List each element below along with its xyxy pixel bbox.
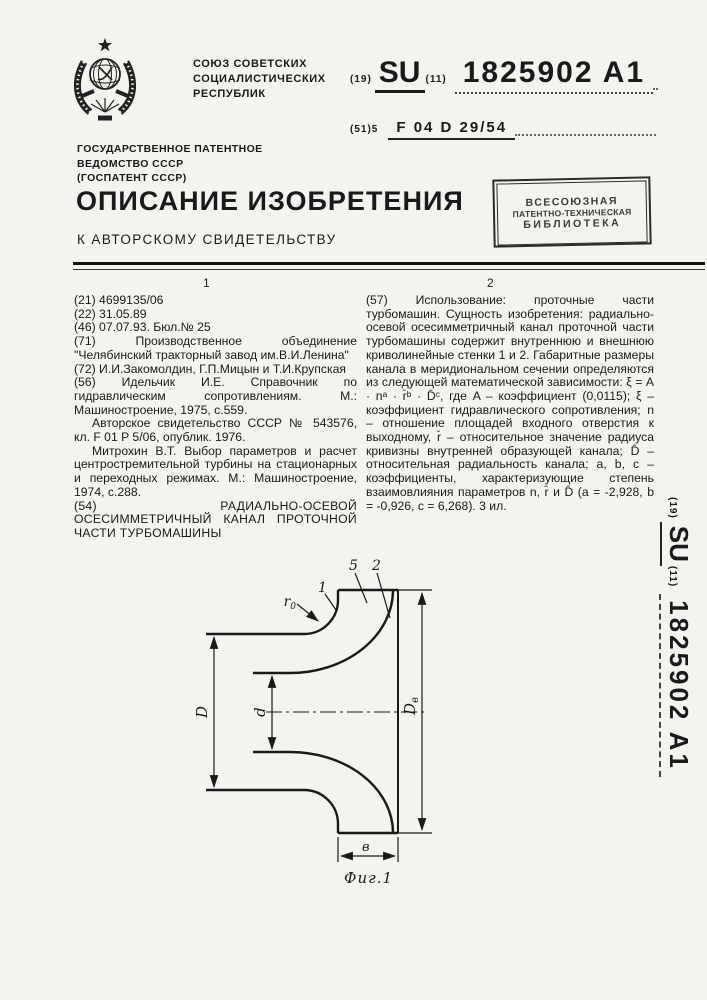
dotted-rule <box>515 134 656 136</box>
abstract-text: (57) Использование: проточные части турбомашин. Сущность изобретения: радиально-осевой осесимметричный канал проточной части турбомашины содержит внутреннюю и внешнюю криволинейные стенки 1 и 2. Габаритные размеры канала в меридиональном сечении определяются из следующей математической зависимости: ξ = A · nᵃ · r̄ᵇ · D̄ᶜ, где A – коэффициент (0,0115); ξ – коэффициент гидравлического сопротивления; n – отношение площадей входного отверстия к выходному, r̄ – относительное значение радиуса кривизны внутренней образующей канала; D̄ – относительная радиальность канала; a, b, c – коэффициенты, характеризующие степень взаимовлияния параметров n, r̄ и D̄ (a = -2,928, b = -0,926, c = 6,268). 3 ил. <box>366 293 654 513</box>
sidebar-document-number: 1825902 A1 <box>659 594 694 777</box>
hammer-sickle-icon <box>98 67 112 80</box>
ussr-emblem <box>70 36 140 128</box>
label-dim-Dv: $D_в$ <box>401 697 421 715</box>
label-dim-D: D <box>193 705 211 719</box>
outer-wall-upper <box>253 590 393 673</box>
figure-1-drawing <box>170 550 470 895</box>
inner-wall-upper <box>206 590 338 634</box>
label-wall-2: 2 <box>372 558 381 574</box>
inid-code-11: (11) <box>425 74 447 85</box>
sidebar-country-code: SU <box>660 522 694 566</box>
sun-rays <box>91 98 119 112</box>
bibliographic-entry: (72) И.И.Закомолдин, Г.П.Мицын и Т.И.Крупская <box>74 361 346 376</box>
sidebar-inid-11: (11) <box>667 565 678 588</box>
column-number-right: 2 <box>487 276 494 290</box>
country-line: РЕСПУБЛИК <box>193 88 266 100</box>
reference-entry: Авторское свидетельство СССР № 543576, кл. F 01 P 5/06, опублик. 1976. <box>74 416 357 445</box>
bibliographic-entry: (71) Производственное объединение "Челябинский тракторный завод им.В.И.Ленина" <box>74 334 357 362</box>
document-number: 1825902 A1 <box>455 56 653 94</box>
label-r0: $r_0$ <box>283 594 296 612</box>
inid-code-51: (51)5 <box>350 124 379 135</box>
ribbon-band-left <box>82 91 94 96</box>
library-stamp <box>492 176 651 247</box>
label-wall-1: 1 <box>318 580 327 596</box>
column-number-left: 1 <box>203 276 210 290</box>
body-columns <box>74 294 654 541</box>
bibliographic-entry: (46) 07.07.93. Бюл.№ 25 <box>74 320 211 335</box>
header-divider <box>73 262 705 270</box>
right-column <box>366 294 654 541</box>
sidebar-publication-number <box>659 497 694 809</box>
inner-wall-lower <box>206 790 338 833</box>
country-line: СОЦИАЛИСТИЧЕСКИХ <box>193 73 326 85</box>
stamp-line: БИБЛИОТЕКА <box>523 216 622 232</box>
ribbon-band-right <box>116 91 128 96</box>
country-name <box>193 57 326 102</box>
outer-wall-lower <box>253 752 393 833</box>
country-line: СОЮЗ СОВЕТСКИХ <box>193 58 308 70</box>
star-icon <box>98 38 112 51</box>
ipc-code: F 04 D 29/54 <box>388 119 515 140</box>
label-area-5: 5 <box>349 558 358 574</box>
leader-5 <box>355 573 367 603</box>
bibliographic-entry: (21) 4699135/06 <box>74 293 164 307</box>
patent-office-name <box>77 142 263 186</box>
leader-2 <box>377 573 390 618</box>
publication-number-line <box>350 56 656 94</box>
label-dim-d: d <box>251 707 269 717</box>
bibliographic-entry: (56) Идельчик И.Е. Справочник по гидравлическим сопротивлениям. М.: Машиностроение, 1975, с.559. <box>74 375 357 417</box>
document-title: ОПИСАНИЕ ИЗОБРЕТЕНИЯ <box>76 186 464 216</box>
ipc-classification-line <box>350 119 656 140</box>
left-column <box>74 294 357 541</box>
bibliographic-entry: (22) 31.05.89 <box>74 306 147 321</box>
office-line: (ГОСПАТЕНТ СССР) <box>77 172 187 184</box>
country-code: SU <box>375 56 426 93</box>
leader-r0 <box>297 604 318 621</box>
office-line: ГОСУДАРСТВЕННОЕ ПАТЕНТНОЕ <box>77 143 263 155</box>
leader-1 <box>325 594 336 610</box>
inid-code-19: (19) <box>350 74 372 85</box>
reference-entry: Митрохин В.Т. Выбор параметров и расчет центростремительной турбины на стационарных и переходных режимах. М.: Машиностроение, 1974, с.288. <box>74 443 357 499</box>
stamp-line: ПАТЕНТНО-ТЕХНИЧЕСКАЯ <box>512 206 632 220</box>
label-dim-v: в <box>362 840 370 855</box>
invention-title-entry: (54) РАДИАЛЬНО-ОСЕВОЙ ОСЕСИММЕТРИЧНЫЙ КАНАЛ ПРОТОЧНОЙ ЧАСТИ ТУРБОМАШИНЫ <box>74 498 357 540</box>
sidebar-inid-19: (19) <box>667 497 678 519</box>
dotted-rule <box>653 88 656 90</box>
office-line: ВЕДОМСТВО СССР <box>77 157 184 170</box>
stamp-line: ВСЕСОЮЗНАЯ <box>525 195 619 209</box>
figure-caption: Фиг.1 <box>344 869 394 887</box>
document-subtitle: К АВТОРСКОМУ СВИДЕТЕЛЬСТВУ <box>77 232 337 247</box>
library-stamp-inner <box>496 180 647 245</box>
